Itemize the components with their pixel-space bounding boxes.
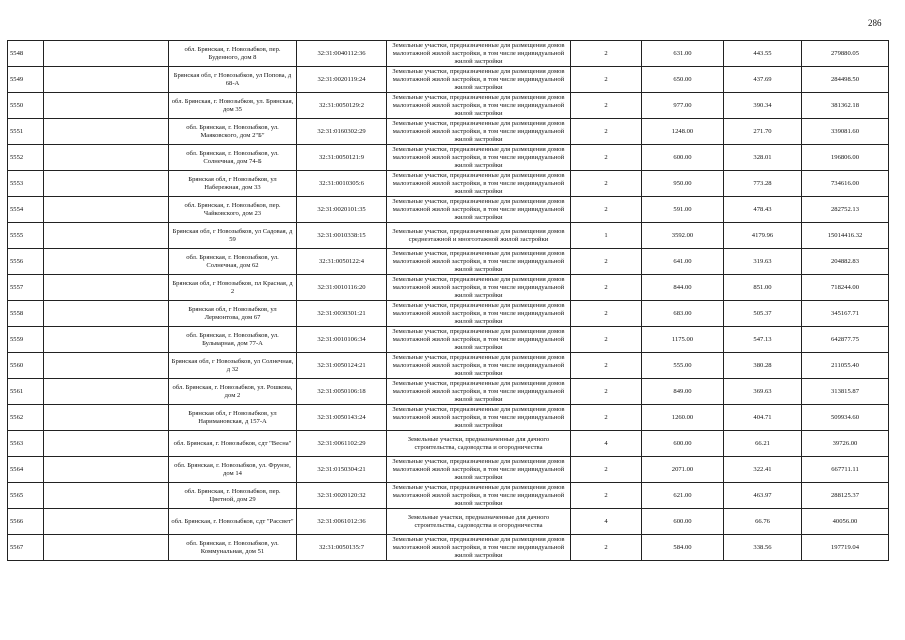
- cadastral-cost-cell: 39726.00: [802, 431, 889, 457]
- land-use-cell: Земельные участки, предназначенные для размещения домов малоэтажной жилой застройки, в том числе индивидуальной жилой застройки: [387, 457, 571, 483]
- category-cell: 2: [571, 327, 642, 353]
- area-cell: 3592.00: [642, 223, 724, 249]
- table-row: [8, 405, 889, 431]
- address-cell: Брянская обл, г Новозыбков, ул Наримановская, д 157-А: [169, 405, 297, 431]
- category-cell: 2: [571, 171, 642, 197]
- land-use-cell: Земельные участки, предназначенные для размещения домов малоэтажной жилой застройки, в том числе индивидуальной жилой застройки: [387, 275, 571, 301]
- cadastral-number-cell: 32:31:0061102:29: [297, 431, 387, 457]
- empty-cell: [44, 119, 169, 145]
- cadastral-number-cell: 32:31:0150304:21: [297, 457, 387, 483]
- specific-value-cell: 322.41: [724, 457, 802, 483]
- land-use-cell: Земельные участки, предназначенные для размещения домов малоэтажной жилой застройки, в том числе индивидуальной жилой застройки: [387, 171, 571, 197]
- empty-cell: [44, 67, 169, 93]
- empty-cell: [44, 275, 169, 301]
- address-cell: обл. Брянская, г. Новозыбков, сдт "Весна": [169, 431, 297, 457]
- category-cell: 2: [571, 405, 642, 431]
- category-cell: 2: [571, 275, 642, 301]
- area-cell: 591.00: [642, 197, 724, 223]
- row-number-cell: 5563: [8, 431, 44, 457]
- category-cell: 2: [571, 301, 642, 327]
- table-row: [8, 457, 889, 483]
- specific-value-cell: 851.00: [724, 275, 802, 301]
- cadastral-number-cell: 32:31:0050124:21: [297, 353, 387, 379]
- land-use-cell: Земельные участки, предназначенные для дачного строительства, садоводства и огородничества: [387, 431, 571, 457]
- land-use-cell: Земельные участки, предназначенные для размещения домов малоэтажной жилой застройки, в том числе индивидуальной жилой застройки: [387, 405, 571, 431]
- land-use-cell: Земельные участки, предназначенные для размещения домов малоэтажной жилой застройки, в том числе индивидуальной жилой застройки: [387, 327, 571, 353]
- category-cell: 2: [571, 535, 642, 561]
- cadastral-cost-cell: 282752.13: [802, 197, 889, 223]
- cadastral-number-cell: 32:31:0050121:9: [297, 145, 387, 171]
- land-registry-table: [7, 40, 889, 561]
- empty-cell: [44, 509, 169, 535]
- category-cell: 2: [571, 353, 642, 379]
- table-row: [8, 509, 889, 535]
- category-cell: 2: [571, 93, 642, 119]
- specific-value-cell: 380.28: [724, 353, 802, 379]
- empty-cell: [44, 93, 169, 119]
- area-cell: 950.00: [642, 171, 724, 197]
- cadastral-cost-cell: 211055.40: [802, 353, 889, 379]
- area-cell: 1175.00: [642, 327, 724, 353]
- table-row: [8, 119, 889, 145]
- address-cell: обл. Брянская, г. Новозыбков, ул. Коммунальная, дом 51: [169, 535, 297, 561]
- land-use-cell: Земельные участки, предназначенные для размещения домов малоэтажной жилой застройки, в том числе индивидуальной жилой застройки: [387, 197, 571, 223]
- cadastral-number-cell: 32:31:0160302:29: [297, 119, 387, 145]
- category-cell: 2: [571, 41, 642, 67]
- specific-value-cell: 369.63: [724, 379, 802, 405]
- table-row: [8, 197, 889, 223]
- area-cell: 600.00: [642, 431, 724, 457]
- cadastral-cost-cell: 642877.75: [802, 327, 889, 353]
- cadastral-number-cell: 32:31:0020120:32: [297, 483, 387, 509]
- row-number-cell: 5552: [8, 145, 44, 171]
- category-cell: 2: [571, 197, 642, 223]
- address-cell: обл. Брянская, г. Новозыбков, ул. Маяковского, дом 2"Б": [169, 119, 297, 145]
- table-row: [8, 431, 889, 457]
- category-cell: 2: [571, 119, 642, 145]
- empty-cell: [44, 483, 169, 509]
- table-row: [8, 67, 889, 93]
- specific-value-cell: 478.43: [724, 197, 802, 223]
- category-cell: 4: [571, 431, 642, 457]
- land-use-cell: Земельные участки, предназначенные для размещения домов малоэтажной жилой застройки, в том числе индивидуальной жилой застройки: [387, 301, 571, 327]
- row-number-cell: 5566: [8, 509, 44, 535]
- cadastral-cost-cell: 313815.87: [802, 379, 889, 405]
- cadastral-number-cell: 32:31:0050135:7: [297, 535, 387, 561]
- table-row: [8, 145, 889, 171]
- cadastral-number-cell: 32:31:0010305:6: [297, 171, 387, 197]
- row-number-cell: 5551: [8, 119, 44, 145]
- land-use-cell: Земельные участки, предназначенные для размещения домов малоэтажной жилой застройки, в том числе индивидуальной жилой застройки: [387, 535, 571, 561]
- address-cell: обл. Брянская, г. Новозыбков, ул. Бульварная, дом 77-А: [169, 327, 297, 353]
- area-cell: 584.00: [642, 535, 724, 561]
- table-row: [8, 379, 889, 405]
- land-use-cell: Земельные участки, предназначенные для размещения домов малоэтажной жилой застройки, в том числе индивидуальной жилой застройки: [387, 249, 571, 275]
- table-row: [8, 223, 889, 249]
- table-row: [8, 93, 889, 119]
- empty-cell: [44, 301, 169, 327]
- address-cell: обл. Брянская, г. Новозыбков, ул. Солнечная, дом 74-Б: [169, 145, 297, 171]
- category-cell: 2: [571, 249, 642, 275]
- specific-value-cell: 437.69: [724, 67, 802, 93]
- cadastral-number-cell: 32:31:0010116:20: [297, 275, 387, 301]
- empty-cell: [44, 145, 169, 171]
- table-row: [8, 301, 889, 327]
- address-cell: обл. Брянская, г. Новозыбков, пер. Буденного, дом 8: [169, 41, 297, 67]
- specific-value-cell: 463.97: [724, 483, 802, 509]
- empty-cell: [44, 405, 169, 431]
- category-cell: 2: [571, 379, 642, 405]
- area-cell: 1260.00: [642, 405, 724, 431]
- land-use-cell: Земельные участки, предназначенные для дачного строительства, садоводства и огородничества: [387, 509, 571, 535]
- specific-value-cell: 773.28: [724, 171, 802, 197]
- specific-value-cell: 338.56: [724, 535, 802, 561]
- category-cell: 2: [571, 457, 642, 483]
- empty-cell: [44, 535, 169, 561]
- empty-cell: [44, 249, 169, 275]
- land-use-cell: Земельные участки, предназначенные для размещения домов малоэтажной жилой застройки, в том числе индивидуальной жилой застройки: [387, 353, 571, 379]
- area-cell: 2071.00: [642, 457, 724, 483]
- cadastral-cost-cell: 284498.50: [802, 67, 889, 93]
- row-number-cell: 5565: [8, 483, 44, 509]
- address-cell: Брянская обл, г Новозыбков, ул Набережная, дом 33: [169, 171, 297, 197]
- address-cell: Брянская обл, г Новозыбков, ул Лермонтова, дом 67: [169, 301, 297, 327]
- table-row: [8, 353, 889, 379]
- area-cell: 650.00: [642, 67, 724, 93]
- address-cell: Брянская обл, г Новозыбков, ул Солнечная, д 32: [169, 353, 297, 379]
- cadastral-cost-cell: 40056.00: [802, 509, 889, 535]
- specific-value-cell: 4179.96: [724, 223, 802, 249]
- category-cell: 2: [571, 67, 642, 93]
- empty-cell: [44, 171, 169, 197]
- row-number-cell: 5564: [8, 457, 44, 483]
- page-number: 286: [868, 18, 882, 28]
- table-row: [8, 535, 889, 561]
- cadastral-cost-cell: 718244.00: [802, 275, 889, 301]
- specific-value-cell: 271.70: [724, 119, 802, 145]
- cadastral-number-cell: 32:31:0050106:18: [297, 379, 387, 405]
- cadastral-cost-cell: 197719.04: [802, 535, 889, 561]
- address-cell: обл. Брянская, г. Новозыбков, сдт "Рассвет": [169, 509, 297, 535]
- area-cell: 600.00: [642, 145, 724, 171]
- empty-cell: [44, 197, 169, 223]
- cadastral-number-cell: 32:31:0050122:4: [297, 249, 387, 275]
- row-number-cell: 5555: [8, 223, 44, 249]
- cadastral-cost-cell: 204882.83: [802, 249, 889, 275]
- cadastral-number-cell: 32:31:0061012:36: [297, 509, 387, 535]
- specific-value-cell: 66.21: [724, 431, 802, 457]
- specific-value-cell: 319.63: [724, 249, 802, 275]
- land-use-cell: Земельные участки, предназначенные для размещения домов малоэтажной жилой застройки, в том числе индивидуальной жилой застройки: [387, 93, 571, 119]
- area-cell: 555.00: [642, 353, 724, 379]
- land-use-cell: Земельные участки, предназначенные для размещения домов малоэтажной жилой застройки, в том числе индивидуальной жилой застройки: [387, 41, 571, 67]
- empty-cell: [44, 379, 169, 405]
- row-number-cell: 5559: [8, 327, 44, 353]
- cadastral-cost-cell: 339081.60: [802, 119, 889, 145]
- cadastral-number-cell: 32:31:0040112:36: [297, 41, 387, 67]
- row-number-cell: 5560: [8, 353, 44, 379]
- specific-value-cell: 404.71: [724, 405, 802, 431]
- table-row: [8, 171, 889, 197]
- cadastral-cost-cell: 381362.18: [802, 93, 889, 119]
- category-cell: 2: [571, 483, 642, 509]
- empty-cell: [44, 353, 169, 379]
- address-cell: Брянская обл, г Новозыбков, ул Попова, д 68-А: [169, 67, 297, 93]
- table-row: [8, 275, 889, 301]
- specific-value-cell: 66.76: [724, 509, 802, 535]
- cadastral-number-cell: 32:31:0010338:15: [297, 223, 387, 249]
- row-number-cell: 5549: [8, 67, 44, 93]
- cadastral-cost-cell: 345167.71: [802, 301, 889, 327]
- cadastral-cost-cell: 15014416.32: [802, 223, 889, 249]
- cadastral-cost-cell: 734616.00: [802, 171, 889, 197]
- specific-value-cell: 390.34: [724, 93, 802, 119]
- land-use-cell: Земельные участки, предназначенные для размещения домов среднеэтажной и многоэтажной жилой застройки: [387, 223, 571, 249]
- area-cell: 1248.00: [642, 119, 724, 145]
- row-number-cell: 5567: [8, 535, 44, 561]
- land-use-cell: Земельные участки, предназначенные для размещения домов малоэтажной жилой застройки, в том числе индивидуальной жилой застройки: [387, 145, 571, 171]
- category-cell: 4: [571, 509, 642, 535]
- cadastral-cost-cell: 288125.37: [802, 483, 889, 509]
- address-cell: обл. Брянская, г. Новозыбков, пер. Цветной, дом 29: [169, 483, 297, 509]
- address-cell: Брянская обл, г Новозыбков, ул Садовая, д 59: [169, 223, 297, 249]
- specific-value-cell: 547.13: [724, 327, 802, 353]
- land-use-cell: Земельные участки, предназначенные для размещения домов малоэтажной жилой застройки, в том числе индивидуальной жилой застройки: [387, 67, 571, 93]
- specific-value-cell: 443.55: [724, 41, 802, 67]
- area-cell: 641.00: [642, 249, 724, 275]
- address-cell: обл. Брянская, г. Новозыбков, пер. Чайковского, дом 23: [169, 197, 297, 223]
- address-cell: Брянская обл, г Новозыбков, пл Красная, д 2: [169, 275, 297, 301]
- row-number-cell: 5548: [8, 41, 44, 67]
- cadastral-number-cell: 32:31:0030301:21: [297, 301, 387, 327]
- table-row: [8, 41, 889, 67]
- category-cell: 1: [571, 223, 642, 249]
- empty-cell: [44, 431, 169, 457]
- specific-value-cell: 505.37: [724, 301, 802, 327]
- empty-cell: [44, 457, 169, 483]
- empty-cell: [44, 327, 169, 353]
- cadastral-number-cell: 32:31:0050129:2: [297, 93, 387, 119]
- cadastral-cost-cell: 279880.05: [802, 41, 889, 67]
- address-cell: обл. Брянская, г. Новозыбков, ул. Фрунзе, дом 14: [169, 457, 297, 483]
- table-row: [8, 249, 889, 275]
- area-cell: 844.00: [642, 275, 724, 301]
- row-number-cell: 5554: [8, 197, 44, 223]
- cadastral-number-cell: 32:31:0020119:24: [297, 67, 387, 93]
- area-cell: 600.00: [642, 509, 724, 535]
- land-use-cell: Земельные участки, предназначенные для размещения домов малоэтажной жилой застройки, в том числе индивидуальной жилой застройки: [387, 379, 571, 405]
- cadastral-number-cell: 32:31:0020101:35: [297, 197, 387, 223]
- address-cell: обл. Брянская, г. Новозыбков, ул. Солнечная, дом 62: [169, 249, 297, 275]
- row-number-cell: 5553: [8, 171, 44, 197]
- land-use-cell: Земельные участки, предназначенные для размещения домов малоэтажной жилой застройки, в том числе индивидуальной жилой застройки: [387, 119, 571, 145]
- row-number-cell: 5550: [8, 93, 44, 119]
- empty-cell: [44, 41, 169, 67]
- empty-cell: [44, 223, 169, 249]
- cadastral-number-cell: 32:31:0010106:34: [297, 327, 387, 353]
- table-body: [8, 41, 889, 561]
- area-cell: 621.00: [642, 483, 724, 509]
- area-cell: 683.00: [642, 301, 724, 327]
- table-row: [8, 483, 889, 509]
- row-number-cell: 5562: [8, 405, 44, 431]
- area-cell: 977.00: [642, 93, 724, 119]
- category-cell: 2: [571, 145, 642, 171]
- cadastral-cost-cell: 196806.00: [802, 145, 889, 171]
- row-number-cell: 5561: [8, 379, 44, 405]
- land-use-cell: Земельные участки, предназначенные для размещения домов малоэтажной жилой застройки, в том числе индивидуальной жилой застройки: [387, 483, 571, 509]
- row-number-cell: 5556: [8, 249, 44, 275]
- cadastral-cost-cell: 509934.60: [802, 405, 889, 431]
- row-number-cell: 5558: [8, 301, 44, 327]
- row-number-cell: 5557: [8, 275, 44, 301]
- cadastral-cost-cell: 667711.11: [802, 457, 889, 483]
- specific-value-cell: 328.01: [724, 145, 802, 171]
- table-row: [8, 327, 889, 353]
- address-cell: обл. Брянская, г. Новозыбков, ул. Рошкова, дом 2: [169, 379, 297, 405]
- cadastral-number-cell: 32:31:0050143:24: [297, 405, 387, 431]
- area-cell: 849.00: [642, 379, 724, 405]
- area-cell: 631.00: [642, 41, 724, 67]
- address-cell: обл. Брянская, г. Новозыбков, ул. Брянская, дом 35: [169, 93, 297, 119]
